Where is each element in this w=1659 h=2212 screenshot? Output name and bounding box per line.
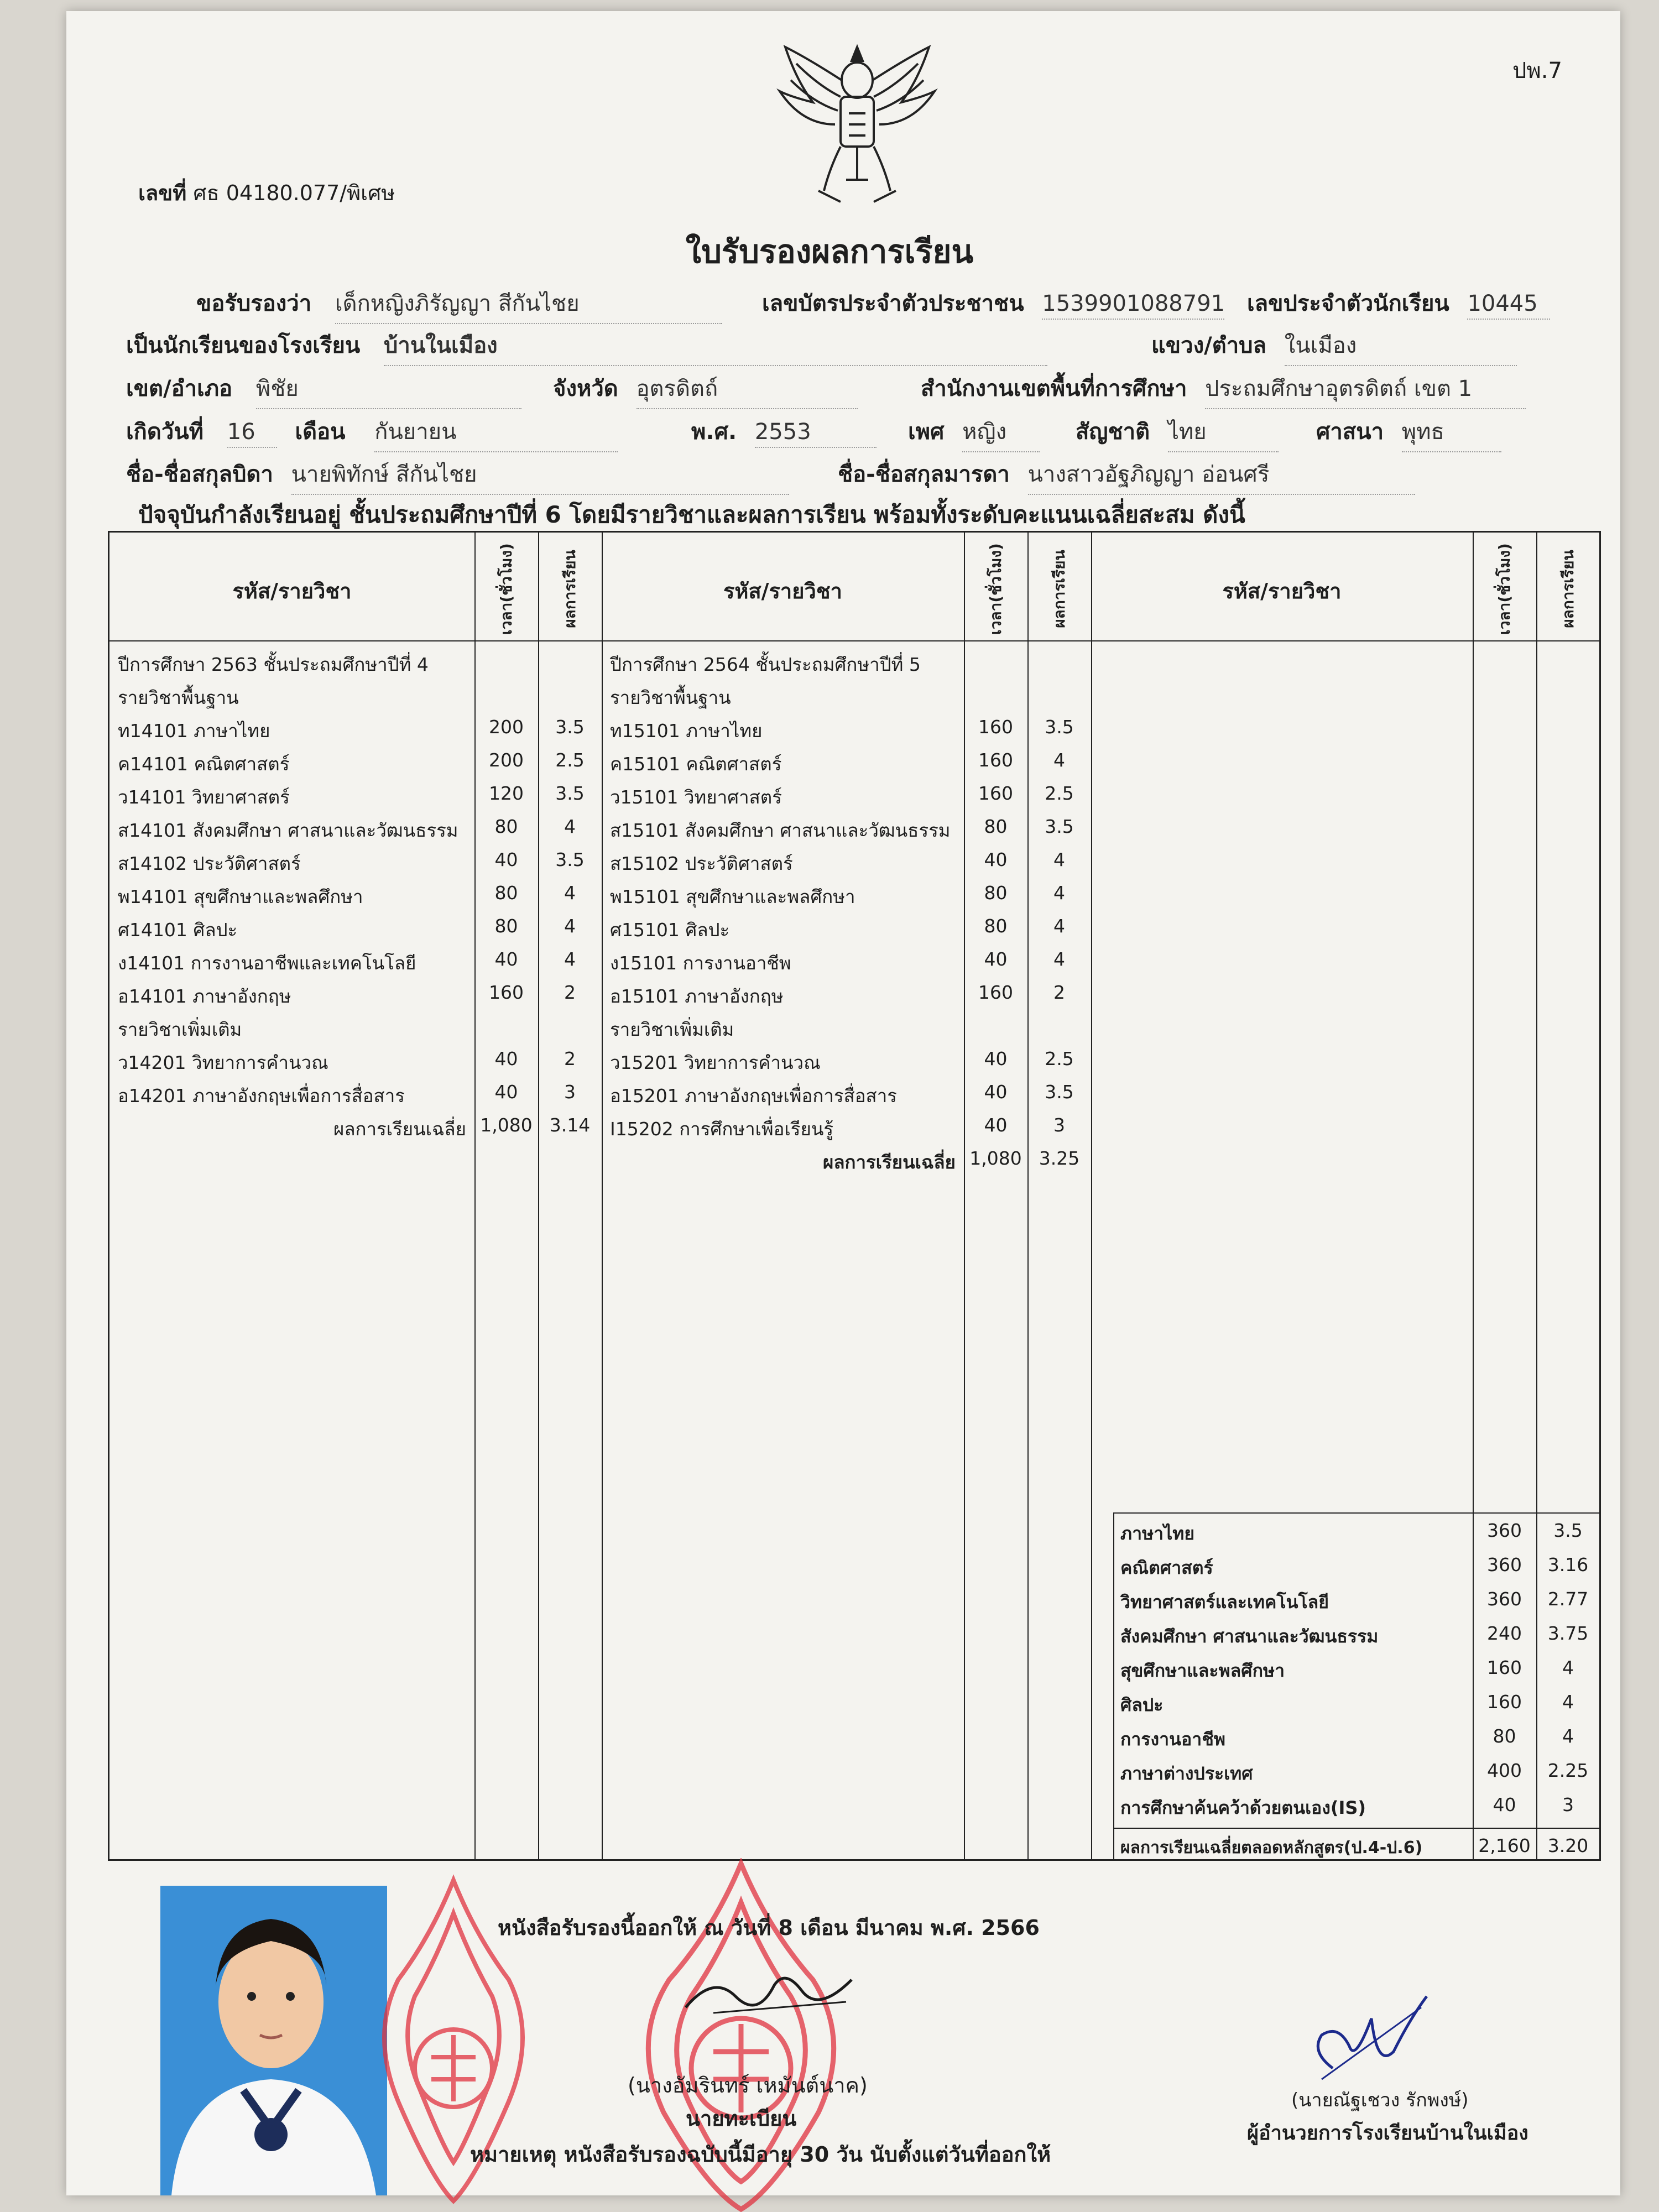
year1-basic-row-grade: 4 [564,948,576,970]
year2-basic-row-grade: 4 [1053,948,1065,970]
district-row [126,371,521,409]
year2-basic-row-subject: ค15101 คณิตศาสตร์ [610,753,782,775]
year2-basic-row-subject: ส15101 สังคมศึกษา ศาสนาและวัฒนธรรม [610,820,951,841]
birth-year-row [691,414,877,449]
birth-year-label: พ.ศ. [691,419,737,445]
year1-basic-row-grade: 3.5 [555,716,585,738]
summary-group: ภาษาไทย [1120,1523,1195,1544]
year1-basic-row-grade: 4 [564,915,576,937]
summary-hours: 40 [1493,1794,1516,1815]
validity-note: หมายเหตุ หนังสือรับรองฉบับนี้มีอายุ 30 วัน นับตั้งแต่วันที่ออกให้ [470,2142,1051,2167]
birth-month-value: กันยายน [374,414,618,452]
grades-table [108,531,1601,1861]
header-grade-3: ผลการเรียน [1559,550,1577,628]
form-code: ปพ.7 [1512,58,1562,84]
year2-extra-row-hours: 40 [984,1081,1008,1103]
year2-extra-row-grade: 3 [1053,1114,1065,1136]
id-card-row [762,285,1224,321]
summary-hours: 360 [1487,1588,1522,1610]
year2-basic-row-grade: 4 [1053,849,1065,870]
total-grade: 3.20 [1547,1835,1589,1856]
summary-group: สังคมศึกษา ศาสนาและวัฒนธรรม [1120,1626,1379,1647]
year1-basic-row-hours: 80 [494,816,518,837]
summary-grade: 4 [1562,1657,1574,1678]
year1-basic-label: รายวิชาพื้นฐาน [118,687,239,708]
year1-heading: ปีการศึกษา 2563 ชั้นประถมศึกษาปีที่ 4 [118,654,429,675]
year1-extra-row-hours: 40 [494,1048,518,1070]
office-label: สำนักงานเขตพื้นที่การศึกษา [921,376,1187,401]
year2-avg-grade: 3.25 [1039,1147,1080,1169]
header-grade-2: ผลการเรียน [1050,550,1068,628]
doc-no-label: เลขที่ [138,181,187,205]
birth-row [126,414,618,452]
year2-basic-row-grade: 2.5 [1045,782,1074,804]
year1-basic-row-grade: 3.5 [555,849,585,870]
student-id-row [1247,285,1550,321]
nationality-value: ไทย [1168,414,1279,452]
year1-basic-row-subject: อ14101 ภาษาอังกฤษ [118,985,291,1007]
summary-hours: 360 [1487,1520,1522,1541]
registrar-title: นายทะเบียน [686,2106,797,2131]
summary-grade: 3.75 [1547,1623,1589,1644]
certify-label: ขอรับรองว่า [196,291,312,316]
summary-group: ภาษาต่างประเทศ [1120,1763,1253,1784]
year1-basic-row-hours: 40 [494,849,518,870]
province-label: จังหวัด [553,376,618,401]
year2-basic-row-subject: ว15101 วิทยาศาสตร์ [610,786,782,808]
header-hours-1: เวลา(ชั่วโมง) [497,543,515,635]
summary-total-line [1113,1828,1599,1829]
total-label: ผลการเรียนเฉลี่ยตลอดหลักสูตร(ป.4-ป.6) [1120,1838,1423,1858]
certify-row [196,285,722,324]
director-title: ผู้อำนวยการโรงเรียนบ้านในเมือง [1247,2122,1528,2145]
summary-left-line [1113,1512,1114,1859]
year2-extra-row-hours: 40 [984,1048,1008,1070]
year1-avg-hours: 1,080 [480,1114,533,1136]
summary-grade: 2.77 [1547,1588,1589,1610]
mother-value: นางสาวอัฐภิญญา อ่อนศรี [1028,456,1415,495]
header-subject-3: รหัส/รายวิชา [1222,579,1342,603]
summary-grade: 4 [1562,1725,1574,1747]
year1-avg-label: ผลการเรียนเฉลี่ย [333,1118,466,1140]
header-subject-1: รหัส/รายวิชา [232,579,352,603]
district-label: เขต/อำเภอ [126,376,233,401]
id-card-value: 1539901088791 [1042,291,1224,320]
year2-avg-label: ผลการเรียนเฉลี่ย [822,1151,956,1173]
school-value: บ้านในเมือง [384,327,1047,366]
summary-group: การงานอาชีพ [1120,1729,1225,1750]
year1-basic-row-hours: 120 [489,782,524,804]
year1-basic-row-hours: 80 [494,882,518,904]
year1-basic-row-subject: ท14101 ภาษาไทย [118,720,270,742]
year2-basic-row-subject: ท15101 ภาษาไทย [610,720,763,742]
year2-basic-row-subject: อ15101 ภาษาอังกฤษ [610,985,784,1007]
year2-extra-row-subject: ว15201 วิทยาการคำนวณ [610,1052,821,1073]
year2-basic-row-hours: 80 [984,816,1008,837]
birth-year-value: 2553 [755,419,877,448]
year2-basic-row-grade: 3.5 [1045,816,1074,837]
father-row [126,456,789,495]
issued-date: หนังสือรับรองนี้ออกให้ ณ วันที่ 8 เดือน มีนาคม พ.ศ. 2566 [498,1916,1040,1940]
year1-extra-row-subject: ว14201 วิทยาการคำนวณ [118,1052,328,1073]
mother-row [838,456,1415,495]
year1-basic-row-hours: 160 [489,982,524,1003]
garuda-emblem-icon [774,36,940,213]
doc-no-value: ศธ 04180.077/พิเศษ [193,181,395,205]
school-label: เป็นนักเรียนของโรงเรียน [126,333,361,358]
header-hours-2: เวลา(ชั่วโมง) [987,543,1005,635]
province-value: อุตรดิตถ์ [637,371,858,409]
religion-row [1316,414,1501,452]
student-photo [160,1886,387,2195]
year1-basic-row-subject: ว14101 วิทยาศาสตร์ [118,786,290,808]
province-row [553,371,858,409]
year2-avg-hours: 1,080 [969,1147,1022,1169]
year1-basic-row-subject: ง14101 การงานอาชีพและเทคโนโลยี [118,952,416,974]
year2-extra-row-grade: 2.5 [1045,1048,1074,1070]
year2-extra-row-hours: 40 [984,1114,1008,1136]
gender-value: หญิง [962,414,1040,452]
year1-extra-row-hours: 40 [494,1081,518,1103]
student-id-label: เลขประจำตัวนักเรียน [1247,291,1449,316]
student-id-value: 10445 [1467,291,1550,320]
summary-group: คณิตศาสตร์ [1120,1557,1213,1578]
summary-grade: 3 [1562,1794,1574,1815]
header-subject-2: รหัส/รายวิชา [723,579,842,603]
year2-basic-row-subject: ศ15101 ศิลปะ [610,919,730,941]
year2-extra-label: รายวิชาเพิ่มเติม [610,1019,734,1040]
summary-top-line [1113,1512,1599,1514]
year2-basic-row-hours: 160 [978,982,1013,1003]
office-value: ประถมศึกษาอุตรดิตถ์ เขต 1 [1205,371,1526,409]
student-name: เด็กหญิงภิรัญญา สีกันไชย [335,285,722,324]
summary-hours: 80 [1493,1725,1516,1747]
birth-month-label: เดือน [295,419,346,445]
mother-label: ชื่อ-ชื่อสกุลมารดา [838,462,1010,487]
office-row [921,371,1526,409]
year2-basic-row-grade: 2 [1053,982,1065,1003]
summary-hours: 160 [1487,1691,1522,1713]
religion-value: พุทธ [1402,414,1501,452]
year2-basic-row-grade: 4 [1053,749,1065,771]
year2-basic-row-hours: 160 [978,716,1013,738]
summary-hours: 240 [1487,1623,1522,1644]
year2-extra-row-subject: I15202 การศึกษาเพื่อเรียนรู้ [610,1118,834,1140]
gender-row [908,414,1040,452]
year1-basic-row-hours: 80 [494,915,518,937]
col-divider [1091,533,1092,1859]
col-divider [602,533,603,1859]
year1-basic-row-subject: ส14102 ประวัติศาสตร์ [118,853,301,874]
year1-extra-label: รายวิชาเพิ่มเติม [118,1019,242,1040]
year2-basic-row-subject: พ15101 สุขศึกษาและพลศึกษา [610,886,855,907]
id-card-label: เลขบัตรประจำตัวประชาชน [762,291,1024,316]
year1-basic-row-hours: 200 [489,749,524,771]
subdistrict-row [1151,327,1517,366]
year1-basic-row-subject: พ14101 สุขศึกษาและพลศึกษา [118,886,363,907]
year2-basic-row-hours: 160 [978,782,1013,804]
district-value: พิชัย [256,371,521,409]
summary-grade: 3.16 [1547,1554,1589,1575]
subdistrict-value: ในเมือง [1285,327,1517,366]
summary-hours: 360 [1487,1554,1522,1575]
year2-basic-row-grade: 4 [1053,915,1065,937]
year2-basic-row-grade: 3.5 [1045,716,1074,738]
year1-extra-row-subject: อ14201 ภาษาอังกฤษเพื่อการสื่อสาร [118,1085,405,1107]
year1-extra-row-grade: 2 [564,1048,576,1070]
year2-basic-row-subject: ส15102 ประวัติศาสตร์ [610,853,793,874]
document-number [138,176,395,210]
year2-basic-label: รายวิชาพื้นฐาน [610,687,731,708]
summary-group: การศึกษาค้นคว้าด้วยตนเอง(IS) [1120,1797,1366,1818]
year1-basic-row-subject: ศ14101 ศิลปะ [118,919,238,941]
year2-basic-row-hours: 80 [984,882,1008,904]
header-divider [109,640,1599,641]
year1-basic-row-subject: ส14101 สังคมศึกษา ศาสนาและวัฒนธรรม [118,820,458,841]
year1-avg-grade: 3.14 [549,1114,591,1136]
summary-group: ศิลปะ [1120,1694,1164,1715]
year2-basic-row-hours: 40 [984,849,1008,870]
year2-heading: ปีการศึกษา 2564 ชั้นประถมศึกษาปีที่ 5 [610,654,921,675]
summary-hours: 160 [1487,1657,1522,1678]
summary-grade: 4 [1562,1691,1574,1713]
intro-text: ปัจจุบันกำลังเรียนอยู่ ชั้นประถมศึกษาปีที่ 6 โดยมีรายวิชาและผลการเรียน พร้อมทั้งระดับคะแนนเฉลี่ยสะสม ดังนี้ [138,501,1245,528]
year1-basic-row-hours: 40 [494,948,518,970]
summary-grade: 3.5 [1553,1520,1583,1541]
year2-basic-row-grade: 4 [1053,882,1065,904]
director-name: (นายณัฐเชวง รักพงษ์) [1291,2089,1469,2111]
year2-extra-row-grade: 3.5 [1045,1081,1074,1103]
school-row [126,327,1047,366]
birth-day-label: เกิดวันที่ [126,419,204,445]
birth-day-value: 16 [227,419,277,448]
summary-group: วิทยาศาสตร์และเทคโนโลยี [1120,1592,1329,1613]
year2-basic-row-hours: 160 [978,749,1013,771]
religion-label: ศาสนา [1316,419,1384,445]
nationality-row [1076,414,1279,452]
summary-hours: 400 [1487,1760,1522,1781]
document-title: ใบรับรองผลการเรียน [685,233,974,270]
year1-basic-row-grade: 3.5 [555,782,585,804]
director-signature-icon [1300,1985,1432,2090]
year1-basic-row-grade: 2.5 [555,749,585,771]
year2-basic-row-subject: ง15101 การงานอาชีพ [610,952,791,974]
year1-basic-row-hours: 200 [489,716,524,738]
summary-group: สุขศึกษาและพลศึกษา [1120,1660,1285,1681]
nationality-label: สัญชาติ [1076,419,1150,445]
total-hours: 2,160 [1478,1835,1531,1856]
year1-basic-row-grade: 4 [564,882,576,904]
registrar-name: (นางอัมรินทร์ เหมันต์นาค) [628,2073,868,2098]
header-hours-3: เวลา(ชั่วโมง) [1495,543,1514,635]
year2-basic-row-hours: 80 [984,915,1008,937]
subdistrict-label: แขวง/ตำบล [1151,333,1267,358]
year1-basic-row-grade: 2 [564,982,576,1003]
father-value: นายพิทักษ์ สีกันไชย [291,456,789,495]
year1-extra-row-grade: 3 [564,1081,576,1103]
year2-extra-row-subject: อ15201 ภาษาอังกฤษเพื่อการสื่อสาร [610,1085,897,1107]
registrar-signature-icon [680,1963,857,2024]
year2-basic-row-hours: 40 [984,948,1008,970]
header-grade-1: ผลการเรียน [561,550,579,628]
year1-basic-row-subject: ค14101 คณิตศาสตร์ [118,753,290,775]
gender-label: เพศ [908,419,945,445]
year1-basic-row-grade: 4 [564,816,576,837]
father-label: ชื่อ-ชื่อสกุลบิดา [126,462,273,487]
summary-grade: 2.25 [1547,1760,1589,1781]
